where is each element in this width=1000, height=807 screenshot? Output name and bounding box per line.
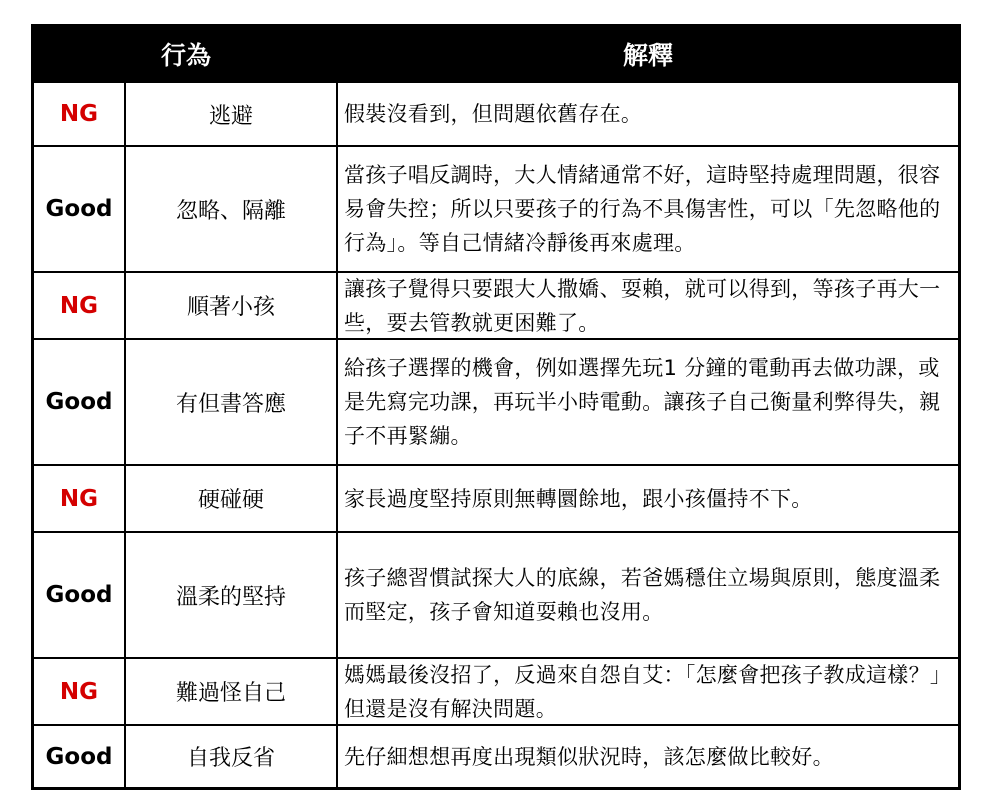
behavior-cell: 逃避: [126, 83, 338, 145]
tag-label: NG: [34, 273, 126, 338]
tag-label: NG: [34, 659, 126, 724]
behavior-cell: 自我反省: [126, 726, 338, 787]
behavior-cell: 硬碰硬: [126, 466, 338, 531]
explanation-cell: 假裝沒看到，但問題依舊存在。: [344, 102, 643, 126]
tag-label: Good: [34, 340, 126, 464]
tag-label: NG: [34, 466, 126, 531]
explanation-cell: 媽媽最後沒招了，反過來自怨自艾：「怎麼會把孩子教成這樣？」但還是沒有解決問題。: [344, 662, 941, 721]
explanation-cell: 先仔細想想再度出現類似狀況時，該怎麼做比較好。: [344, 744, 834, 769]
header-behavior: 行為: [160, 41, 211, 70]
table-header: [34, 27, 958, 81]
behavior-table: [31, 24, 961, 790]
table-row: [34, 464, 958, 531]
tag-label: Good: [34, 533, 126, 657]
behavior-cell: 忽略、隔離: [126, 147, 338, 271]
explanation-cell: 讓孩子覺得只要跟大人撒嬌、耍賴，就可以得到，等孩子再大一些，要去管教就更困難了。: [344, 276, 941, 335]
behavior-cell: 溫柔的堅持: [126, 533, 338, 657]
table-row: [34, 724, 958, 787]
behavior-cell: 有但書答應: [126, 340, 338, 464]
table-row: [34, 338, 958, 464]
table-row: [34, 657, 958, 724]
tag-label: NG: [34, 83, 126, 145]
explanation-cell: 給孩子選擇的機會，例如選擇先玩1 分鐘的電動再去做功課，或是先寫完功課，再玩半小時電動。讓孩子自己衡量利弊得失，親子不再緊繃。: [344, 356, 941, 448]
behavior-cell: 難過怪自己: [126, 659, 338, 724]
table-row: [34, 145, 958, 271]
tag-label: Good: [34, 726, 126, 787]
explanation-cell: 家長過度堅持原則無轉圜餘地，跟小孩僵持不下。: [344, 486, 813, 511]
table-row: [34, 531, 958, 657]
table-row: [34, 81, 958, 145]
tag-label: Good: [34, 147, 126, 271]
explanation-cell: 孩子總習慣試探大人的底線，若爸媽穩住立場與原則，態度溫柔而堅定，孩子會知道耍賴也沒用。: [344, 566, 941, 624]
table-row: [34, 271, 958, 338]
explanation-cell: 當孩子唱反調時，大人情緒通常不好，這時堅持處理問題，很容易會失控；所以只要孩子的行為不具傷害性，可以「先忽略他的行為」。等自己情緒冷靜後再來處理。: [344, 163, 941, 255]
header-explanation: 解釋: [622, 41, 673, 70]
behavior-cell: 順著小孩: [126, 273, 338, 338]
